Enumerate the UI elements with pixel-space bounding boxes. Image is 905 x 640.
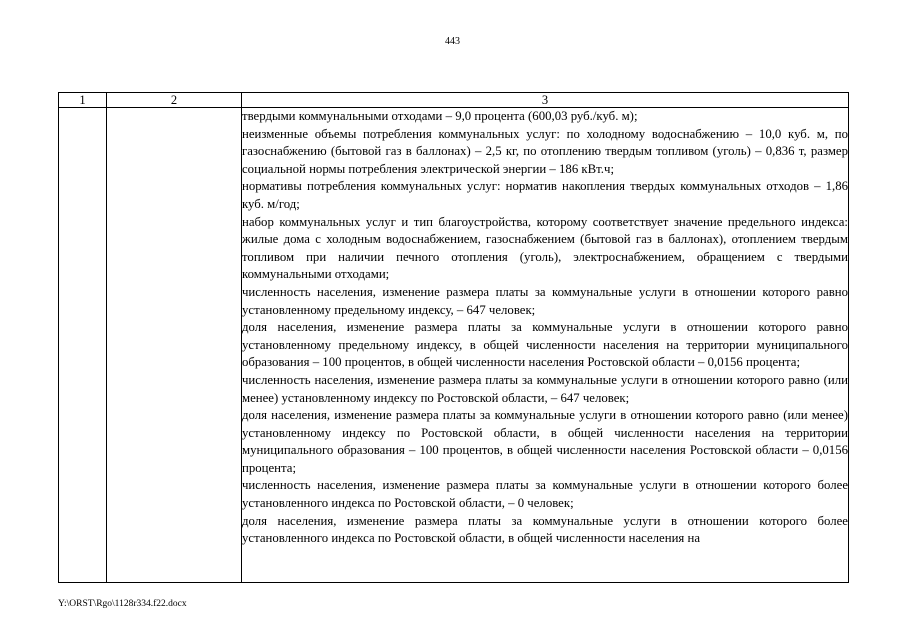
footer-file-path: Y:\ORST\Rgo\1128r334.f22.docx (58, 599, 187, 609)
paragraph: численность населения, изменение размера платы за коммунальные услуги в отношении которого более установленного индекса по Ростовской области, – 0 человек; (242, 478, 848, 511)
paragraph: доля населения, изменение размера платы за коммунальные услуги в отношении которого равно (или менее) установленному индексу по Ростовской области, в общей численности населения на территории муниципального образования – 100 процентов, в общей численности населения Ростовской области – 0,0156 процента; (242, 408, 848, 475)
column-header-3: 3 (242, 93, 849, 108)
page-number: 443 (445, 36, 460, 47)
paragraph: численность населения, изменение размера платы за коммунальные услуги в отношении которого равно (или менее) установленному индексу по Ростовской области, – 647 человек; (242, 372, 848, 405)
column-header-1: 1 (59, 93, 107, 108)
table-cell-col3 (242, 108, 849, 583)
paragraph: доля населения, изменение размера платы за коммунальные услуги в отношении которого равно установленному предельному индексу, в общей численности населения на территории муниципального образования – 100 процентов, в общей численности населения Ростовской области – 0,0156 процента; (242, 320, 848, 370)
table-row (59, 108, 849, 583)
paragraph: нормативы потребления коммунальных услуг: норматив накопления твердых коммунальных отходов – 1,86 куб. м/год; (242, 179, 848, 211)
paragraph: доля населения, изменение размера платы за коммунальные услуги в отношении которого более установленного индекса по Ростовской области, в общей численности населения на (242, 513, 848, 546)
table-cell-col2 (107, 108, 242, 583)
paragraph: твердыми коммунальными отходами – 9,0 процента (600,03 руб./куб. м); (242, 109, 638, 123)
table-cell-col1 (59, 108, 107, 583)
paragraph: набор коммунальных услуг и тип благоустройства, которому соответствует значение предельного индекса: жилые дома с холодным водоснабжением, газоснабжением (бытовой газ в баллонах), отоплением твердым топливом при наличии печного отопления (уголь), электроснабжением, обращением с твердыми коммунальными отходами; (242, 214, 848, 282)
table-header-row (59, 93, 849, 108)
document-table (58, 92, 849, 583)
paragraph: неизменные объемы потребления коммунальных услуг: по холодному водоснабжению – 10,0 куб. м, по газоснабжению (бытовой газ в баллонах) – 2,5 кг, по отоплению твердым топливом (уголь) – 0,836 т, размер социальной нормы потребления электрической энергии – 186 кВт.ч; (242, 126, 848, 176)
paragraph: численность населения, изменение размера платы за коммунальные услуги в отношении которого равно установленному предельному индексу, – 647 человек; (242, 284, 848, 317)
column-header-2: 2 (107, 93, 242, 108)
